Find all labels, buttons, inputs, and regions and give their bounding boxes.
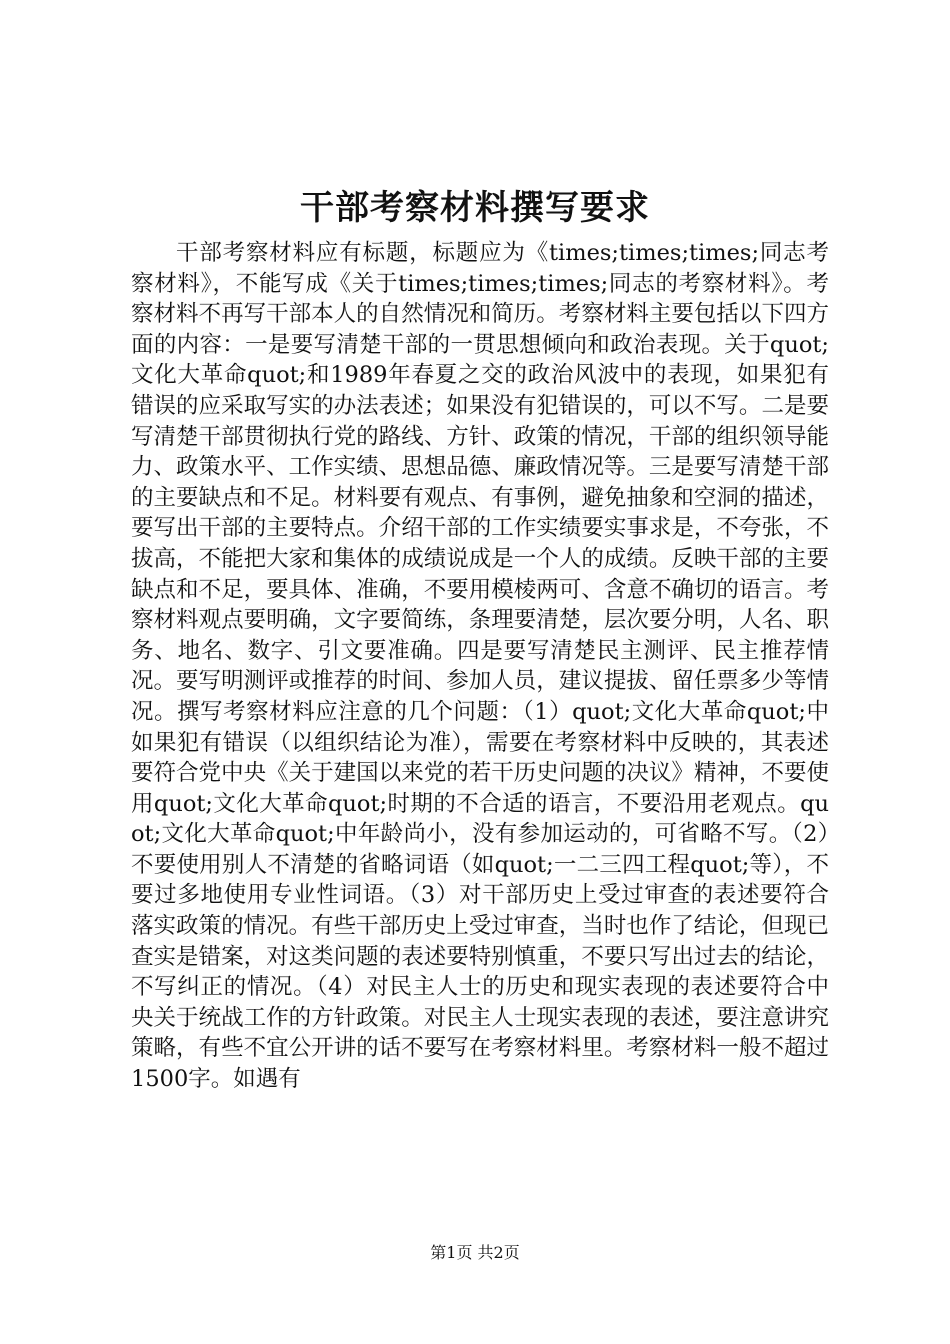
- page-number: 第1页 共2页: [430, 1243, 520, 1262]
- page-title: 干部考察材料撰写要求: [300, 188, 650, 228]
- body-paragraph: 干部考察材料应有标题，标题应为《times;times;times;同志考察材料》，不能写成《关于times;times;times;同志的考察材料》。考察材料不再写干部本人的自然情况和简历。考察材料主要包括以下四方面的内容：一是要写清楚干部的一贯思想倾向和政治表现。关于quot;文化大革命quot;和1989年春夏之交的政治风波中的表现，如果犯有错误的应采取写实的办法表述；如果没有犯错误的，可以不写。二是要写清楚干部贯彻执行党的路线、方针、政策的情况，干部的组织领导能力、政策水平、工作实绩、思想品德、廉政情况等。三是要写清楚干部的主要缺点和不足。材料要有观点、有事例，避免抽象和空洞的描述，要写出干部的主要特点。介绍干部的工作实绩要实事求是，不夸张，不拔高，不能把大家和集体的成绩说成是一个人的成绩。反映干部的主要缺点和不足，要具体、准确，不要用模棱两可、含意不确切的语言。考察材料观点要明确，文字要简练，条理要清楚，层次要分明，人名、职务、地名、数字、引文要准确。四是要写清楚民主测评、民主推荐情况。要写明测评或推荐的时间、参加人员，建议提拔、留任票多少等情况。撰写考察材料应注意的几个问题：（1）quot;文化大革命quot;中如果犯有错误（以组织结论为准），需要在考察材料中反映的，其表述要符合党中央《关于建国以来党的若干历史问题的决议》精神，不要使用quot;文化大革命quot;时期的不合适的语言，不要沿用老观点。quot;文化大革命quot;中年龄尚小，没有参加运动的，可省略不写。（2）不要使用别人不清楚的省略词语（如quot;一二三四工程quot;等），不要过多地使用专业性词语。（3）对干部历史上受过审查的表述要符合落实政策的情况。有些干部历史上受过审查，当时也作了结论，但现已查实是错案，对这类问题的表述要特别慎重，不要只写出过去的结论，不写纠正的情况。（4）对民主人士的历史和现实表现的表述要符合中央关于统战工作的方针政策。对民主人士现实表现的表述，要注意讲究策略，有些不宜公开讲的话不要写在考察材料里。考察材料一般不超过1500字。如遇有: [131, 240, 829, 1093]
